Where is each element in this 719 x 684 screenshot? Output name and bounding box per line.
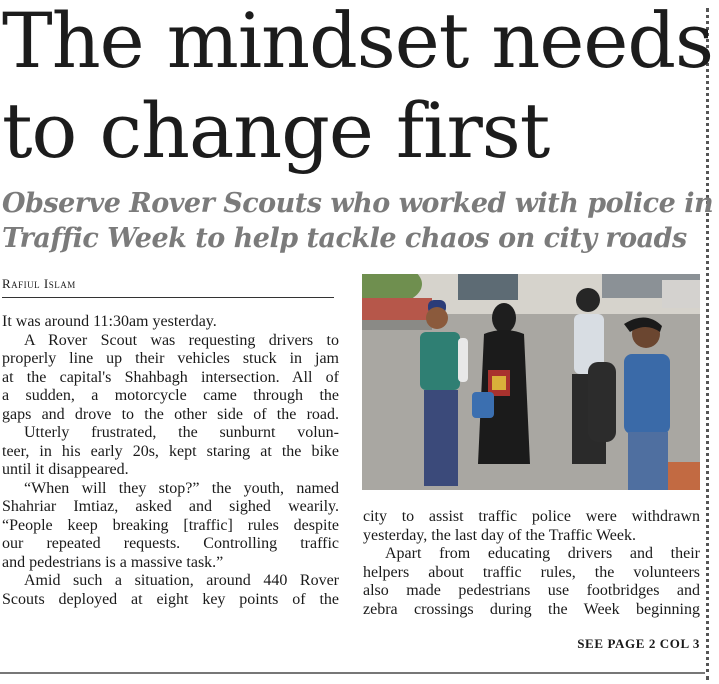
article-column-2	[363, 508, 700, 619]
headline-line-2: to change first	[2, 86, 550, 175]
body-line: until it disappeared.	[2, 461, 129, 478]
backpack	[588, 362, 616, 442]
body-line: at the capital's Shahbagh intersection. All of	[2, 368, 339, 386]
body-line: yesterday, the last day of the Traffic Week.	[363, 526, 637, 544]
body-line: properly line up their vehicles stuck in jam	[2, 350, 339, 367]
body-line: It was around 11:30am yesterday.	[2, 313, 217, 330]
subheadline-line-1: Observe Rover Scouts who worked with police in	[2, 188, 714, 219]
body-line: “People keep breaking [traffic] rules despite	[2, 516, 339, 534]
headline	[2, 0, 713, 176]
column-divider-dotted	[706, 8, 709, 680]
body-line: “When will they stop?” the youth, named	[24, 479, 339, 497]
body-line: Amid such a situation, around 440 Rover	[24, 572, 339, 589]
body-line: also made pedestrians use footbridges and	[363, 582, 700, 599]
continued-on-page-link[interactable]: SEE PAGE 2 COL 3	[577, 636, 700, 651]
body-line: Utterly frustrated, the sunburnt volun-	[24, 424, 339, 441]
body-line: A Rover Scout was requesting drivers to	[24, 331, 339, 349]
body-line: our repeated requests. Controlling traffic	[2, 535, 339, 552]
subheadline-line-2: Traffic Week to help tackle chaos on city roads	[2, 223, 687, 254]
body-line: Shahriar Imtiaz, asked and sighed wearily.	[2, 498, 339, 515]
bottom-rule	[0, 672, 705, 674]
news-photo-traffic-scene	[362, 274, 700, 490]
man-blue-shirt	[624, 354, 670, 434]
body-line: city to assist traffic police were withdrawn	[363, 508, 700, 525]
body-line: a sudden, a motorcycle came through the	[2, 387, 339, 404]
body-line: gaps and drove to the other side of the road.	[2, 405, 339, 423]
byline	[2, 276, 334, 298]
scout-trousers	[424, 390, 458, 486]
body-line: zebra crossings during the Week beginning	[363, 600, 700, 618]
scout-vest	[420, 332, 460, 390]
photo-illustration	[362, 274, 700, 490]
subheadline	[2, 186, 714, 256]
body-line: Scouts deployed at eight key points of the	[2, 590, 339, 608]
headline-line-1: The mindset needs	[2, 0, 713, 85]
body-line: and pedestrians is a massive task.”	[2, 553, 224, 571]
body-line: Apart from educating drivers and their	[385, 545, 700, 562]
body-line: teer, in his early 20s, kept staring at the bike	[2, 442, 339, 460]
body-line: helpers about traffic rules, the volunteers	[363, 563, 700, 581]
article-column-1	[2, 313, 339, 609]
byline-author: Rafiul Islam	[2, 276, 76, 291]
